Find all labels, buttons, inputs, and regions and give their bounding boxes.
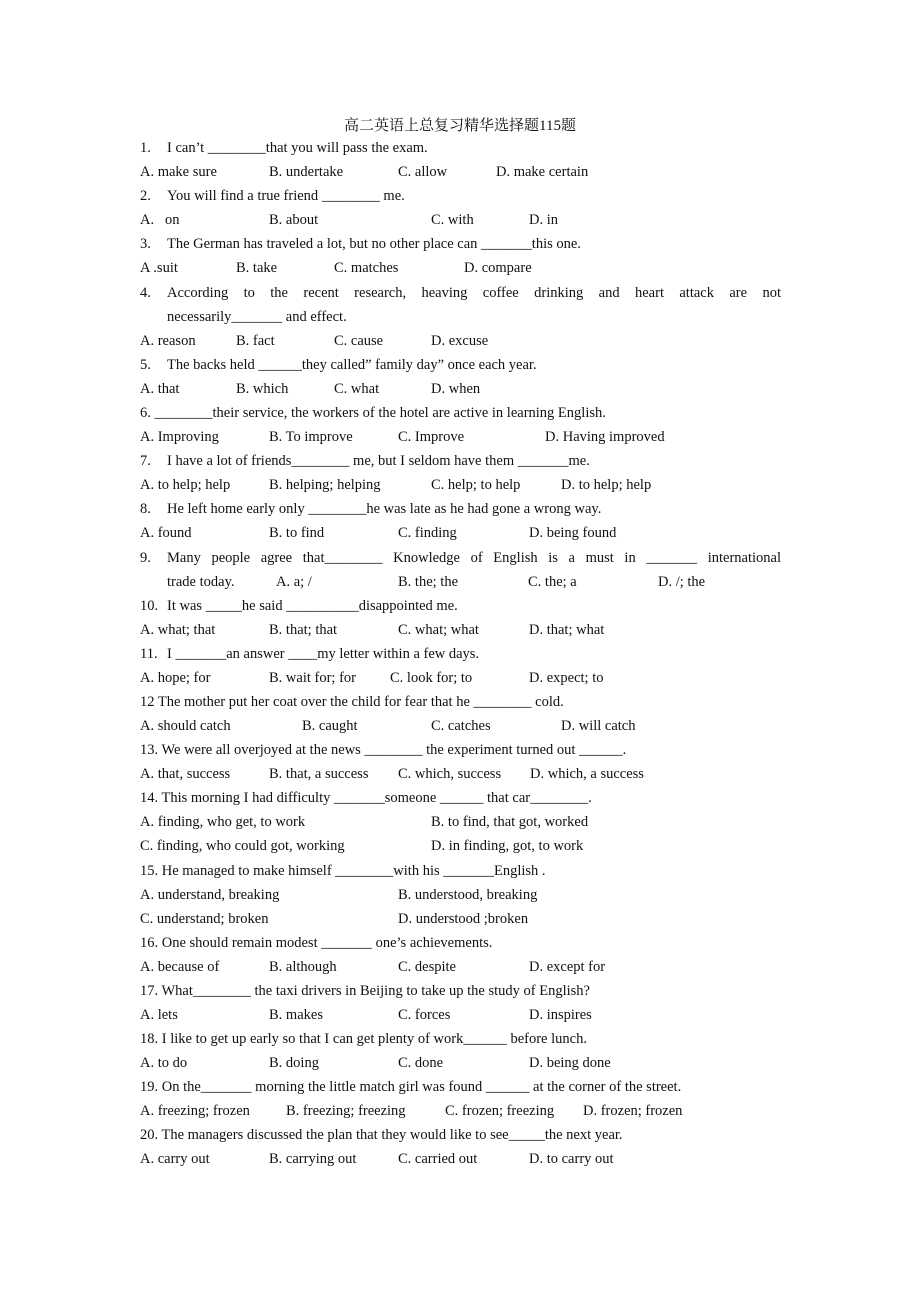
question-text: The German has traveled a lot, but no other place can _______this one. (167, 236, 581, 252)
choice-c: C. forces (398, 1007, 451, 1023)
choice-c: C. Improve (398, 429, 465, 445)
question-text: Many people agree that________ Knowledge of English is a must in _______ international (167, 550, 781, 566)
choice-a: A. found (140, 525, 192, 541)
question-text: You will find a true friend ________ me. (167, 188, 405, 204)
choice-a: A. hope; for (140, 670, 211, 686)
question-number: 7. (140, 453, 151, 469)
question-number: 8. (140, 501, 151, 517)
choice-a: A. reason (140, 333, 196, 349)
question-text: I can’t ________that you will pass the exam. (167, 140, 428, 156)
choice-c: C. look for; to (390, 670, 473, 686)
choice-b: B. caught (302, 718, 358, 734)
choice-a: A. because of (140, 959, 220, 975)
choice-c: C. with (431, 212, 474, 228)
choice-c: C. finding, who could got, working (140, 838, 345, 854)
choice-d: D. in (529, 212, 558, 228)
choice-b: B. doing (269, 1055, 319, 1071)
choice-b: B. understood, breaking (398, 887, 538, 903)
question-number: 9. (140, 550, 151, 566)
question-text: 17. What________ the taxi drivers in Beijing to take up the study of English? (140, 983, 590, 999)
choice-d: D. being found (529, 525, 617, 541)
question-text: The backs held ______they called” family day” once each year. (167, 357, 537, 373)
choice-a: A. should catch (140, 718, 231, 734)
choice-b: B. take (236, 260, 278, 276)
choice-d: D. Having improved (545, 429, 665, 445)
choice-a: A. a; / (276, 574, 312, 590)
question-text: I have a lot of friends________ me, but I seldom have them _______me. (167, 453, 590, 469)
choice-b: B. fact (236, 333, 275, 349)
choice-c: C. the; a (528, 574, 577, 590)
choice-d: D. that; what (529, 622, 605, 638)
choice-b: B. about (269, 212, 319, 228)
choice-d: D. being done (529, 1055, 611, 1071)
choice-a: A. lets (140, 1007, 178, 1023)
choice-d: D. excuse (431, 333, 489, 349)
choice-b: B. that, a success (269, 766, 369, 782)
choice-c: C. despite (398, 959, 456, 975)
page-title: 高二英语上总复习精华选择题115题 (344, 118, 576, 134)
choice-c: C. cause (334, 333, 384, 349)
choice-a: A. carry out (140, 1151, 210, 1167)
choice-d: D. make certain (496, 164, 589, 180)
question-text: 12 The mother put her coat over the child for fear that he ________ cold. (140, 694, 564, 710)
choice-a: A .suit (140, 260, 178, 276)
choice-a: A. understand, breaking (140, 887, 280, 903)
choice-d: D. frozen; frozen (583, 1103, 683, 1119)
question-text: 16. One should remain modest _______ one’s achievements. (140, 935, 493, 951)
choice-d: D. in finding, got, to work (431, 838, 584, 854)
choice-d: D. when (431, 381, 481, 397)
question-number: 5. (140, 357, 151, 373)
question-number: 2. (140, 188, 151, 204)
question-text: I _______an answer ____my letter within a few days. (167, 646, 480, 662)
choice-b: B. helping; helping (269, 477, 381, 493)
choice-d: D. expect; to (529, 670, 604, 686)
choice-a: A. to do (140, 1055, 188, 1071)
choice-a: A. finding, who get, to work (140, 814, 306, 830)
question-text-continued: necessarily_______ and effect. (167, 309, 347, 325)
choice-b: B. to find, that got, worked (431, 814, 589, 830)
choice-c: C. which, success (398, 766, 502, 782)
question-text: 20. The managers discussed the plan that they would like to see_____the next year. (140, 1127, 623, 1143)
question-text: 18. I like to get up early so that I can get plenty of work______ before lunch. (140, 1031, 587, 1047)
question-text: He left home early only ________he was late as he had gone a wrong way. (167, 501, 602, 517)
choice-a: A. that (140, 381, 180, 397)
question-text: 6. ________their service, the workers of the hotel are active in learning English. (140, 405, 606, 421)
choice-d: D. /; the (658, 574, 706, 590)
question-text: 13. We were all overjoyed at the news ________ the experiment turned out ______. (140, 742, 627, 758)
choice-d: D. which, a success (530, 766, 644, 782)
choice-c: C. what; what (398, 622, 479, 638)
choice-a: A. that, success (140, 766, 231, 782)
choice-a: A. on (140, 212, 180, 228)
choice-a: A. to help; help (140, 477, 231, 493)
choice-a: A. freezing; frozen (140, 1103, 250, 1119)
choice-c: C. frozen; freezing (445, 1103, 555, 1119)
choice-b: B. To improve (269, 429, 353, 445)
choice-b: B. although (269, 959, 337, 975)
choice-b: B. the; the (398, 574, 459, 590)
choice-c: C. finding (398, 525, 457, 541)
question-number: 10. (140, 598, 159, 614)
choice-d: D. except for (529, 959, 606, 975)
question-number: 3. (140, 236, 151, 252)
choice-d: D. understood ;broken (398, 911, 529, 927)
question-number: 1. (140, 140, 151, 156)
choice-b: B. to find (269, 525, 325, 541)
choice-d: D. inspires (529, 1007, 592, 1023)
choice-d: D. will catch (561, 718, 636, 734)
choice-c: C. help; to help (431, 477, 521, 493)
choice-b: B. carrying out (269, 1151, 357, 1167)
question-text: 14. This morning I had difficulty _______someone ______ that car________. (140, 790, 592, 806)
choice-d: D. compare (464, 260, 532, 276)
choice-b: B. wait for; for (269, 670, 356, 686)
question-text-continued: trade today. (167, 574, 235, 590)
question-text: 19. On the_______ morning the little match girl was found ______ at the corner of the street. (140, 1079, 682, 1095)
choice-a: A. what; that (140, 622, 216, 638)
question-text: According to the recent research, heaving coffee drinking and heart attack are not (167, 285, 781, 301)
choice-a: A. Improving (140, 429, 219, 445)
choice-c: C. allow (398, 164, 448, 180)
choice-b: B. freezing; freezing (286, 1103, 406, 1119)
choice-c: C. done (398, 1055, 444, 1071)
choice-b: B. undertake (269, 164, 344, 180)
choice-b: B. that; that (269, 622, 338, 638)
question-number: 4. (140, 285, 151, 301)
choice-c: C. matches (334, 260, 399, 276)
choice-b: B. makes (269, 1007, 323, 1023)
choice-c: C. understand; broken (140, 911, 269, 927)
question-text: 15. He managed to make himself ________with his _______English . (140, 863, 546, 879)
choice-c: C. carried out (398, 1151, 478, 1167)
choice-d: D. to help; help (561, 477, 652, 493)
choice-c: C. catches (431, 718, 491, 734)
question-text: It was _____he said __________disappointed me. (167, 598, 458, 614)
choice-d: D. to carry out (529, 1151, 614, 1167)
choice-b: B. which (236, 381, 289, 397)
choice-a: A. make sure (140, 164, 217, 180)
choice-c: C. what (334, 381, 380, 397)
question-number: 11. (140, 646, 158, 662)
